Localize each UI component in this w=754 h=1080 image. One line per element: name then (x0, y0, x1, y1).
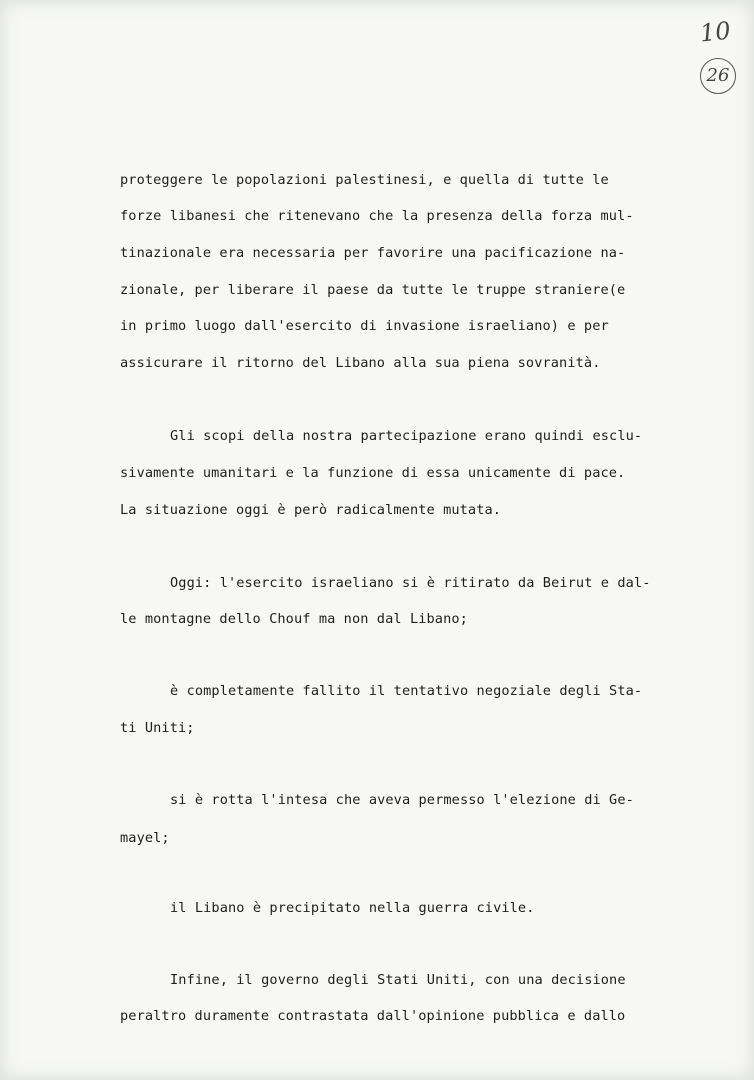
handwritten-circled-number: 26 (700, 58, 736, 94)
text-line: ti Uniti; (120, 720, 195, 736)
text-line: peraltro duramente contrastata dall'opinione pubblica e dallo (120, 1008, 626, 1024)
text-line: si è rotta l'intesa che aveva permesso l'elezione di Ge- (170, 792, 634, 808)
text-line: Oggi: l'esercito israeliano si è ritirato da Beirut e dal- (170, 575, 651, 591)
text-line: è completamente fallito il tentativo negoziale degli Sta- (170, 683, 643, 699)
text-line: le montagne dello Chouf ma non dal Libano; (120, 611, 468, 627)
handwritten-page-number: 10 (698, 16, 732, 48)
text-line: tinazionale era necessaria per favorire una pacificazione na- (120, 245, 626, 261)
text-line: Gli scopi della nostra partecipazione erano quindi esclu- (170, 428, 643, 444)
text-line: forze libanesi che ritenevano che la presenza della forza mul- (120, 208, 634, 224)
text-line: zionale, per liberare il paese da tutte le truppe straniere(e (120, 282, 626, 298)
text-line: mayel; (120, 830, 170, 846)
text-line: La situazione oggi è però radicalmente mutata. (120, 502, 502, 518)
text-line: Infine, il governo degli Stati Uniti, con una decisione (170, 972, 626, 988)
text-line: in primo luogo dall'esercito di invasione israeliano) e per (120, 318, 609, 334)
text-line: il Libano è precipitato nella guerra civile. (170, 900, 535, 916)
text-line: assicurare il ritorno del Libano alla sua piena sovranità. (120, 355, 601, 371)
text-line: sivamente umanitari e la funzione di essa unicamente di pace. (120, 465, 626, 481)
text-line: proteggere le popolazioni palestinesi, e quella di tutte le (120, 172, 609, 188)
